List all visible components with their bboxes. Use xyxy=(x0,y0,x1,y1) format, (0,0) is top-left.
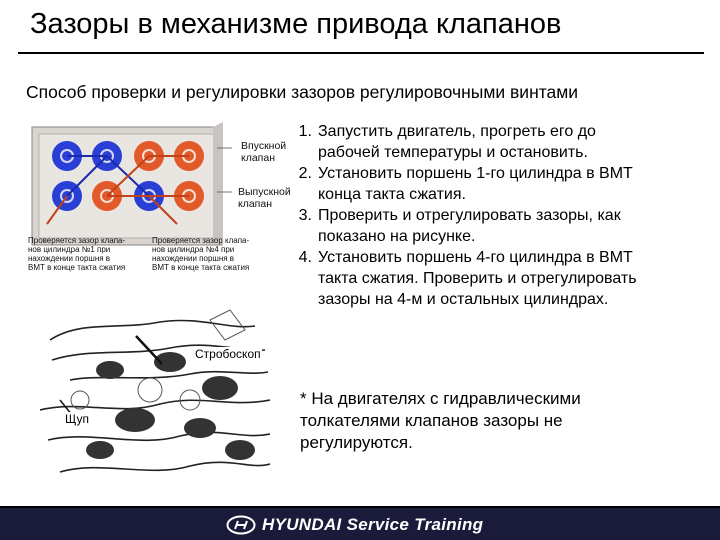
check-note-cylinder-1: Проверяется зазор клапа- нов цилиндра №1 при нахождении поршня в ВМТ в конце такта сжатия xyxy=(28,236,126,272)
slide-title: Зазоры в механизме привода клапанов xyxy=(30,8,562,40)
feeler-gauge-label: Щуп xyxy=(65,412,90,426)
procedure-step: 2. Установить поршень 1-го цилиндра в ВМТ конца такта сжатия. xyxy=(298,165,633,203)
hydraulic-lifter-note: * На двигателях с гидравлическими толкателями клапанов зазоры не регулируются. xyxy=(300,389,581,452)
hyundai-logo-icon xyxy=(226,515,256,535)
title-divider xyxy=(18,52,704,54)
exhaust-valve-label: Выпускной клапан xyxy=(238,186,291,210)
procedure-step: 3. Проверить и отрегулировать зазоры, как показано на рисунке. xyxy=(298,207,621,245)
check-note-cylinder-4: Проверяется зазор клапа- нов цилиндра №4 при нахождении поршня в ВМТ в конце такта сжатия xyxy=(152,236,250,272)
strobe-label: Стробоскоп xyxy=(195,347,261,361)
intake-valve-label: Впускной клапан xyxy=(241,140,287,164)
brand-text: HYUNDAI Service Training xyxy=(262,515,484,534)
brand-lockup xyxy=(226,514,483,536)
engine-photo xyxy=(40,300,270,496)
procedure-step: 1. Запустить двигатель, прогреть его до рабочей температуры и остановить. xyxy=(298,123,596,161)
procedure-step: 4. Установить поршень 4-го цилиндра в ВМТ такта сжатия. Проверить и отрегулировать зазоры на 4-м и остальных цилиндрах. xyxy=(298,249,637,308)
procedure-steps xyxy=(288,121,708,310)
slide-subtitle: Способ проверки и регулировки зазоров регулировочными винтами xyxy=(26,82,579,102)
